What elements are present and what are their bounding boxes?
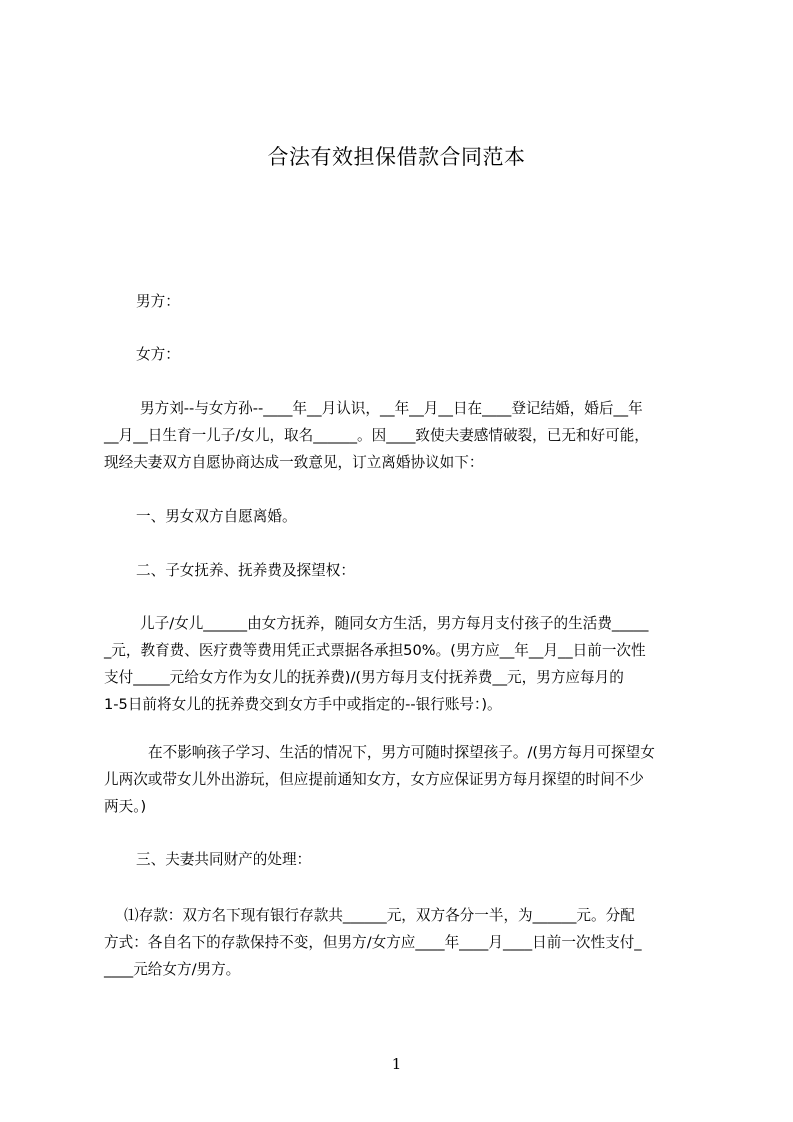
visitation-line: 在不影响孩子学习、生活的情况下，男方可随时探望孩子。/(男方每月可探望女 [148, 744, 655, 761]
section-two-text: 二、子女抚养、抚养费及探望权： [136, 562, 355, 579]
section-one-text: 一、男女双方自愿离婚。 [136, 508, 297, 525]
section-three-text: 三、夫妻共同财产的处理： [136, 851, 312, 868]
document-title: 合法有效担保借款合同范本 [267, 145, 526, 169]
visitation-line: 儿两次或带女儿外出游玩，但应提前通知女方，女方应保证男方每月探望的时间不少 [104, 771, 644, 788]
child-support-paragraph [104, 610, 704, 718]
child-support-line: 1-5日前将女儿的抚养费交到女方手中或指定的--银行账号：)。 [104, 696, 502, 713]
female-party-label [104, 341, 704, 368]
intro-line: __月__日生育一儿子/女儿，取名______。因____致使夫妻感情破裂，已无和好可能， [104, 427, 649, 444]
visitation-paragraph [104, 739, 704, 820]
intro-line: 男方刘--与女方孙--____年__月认识，__年__月__日在____登记结婚，婚后__年 [140, 400, 643, 417]
child-support-line: _元，教育费、医疗费等费用凭正式票据各承担50%。(男方应__年__月__日前一次性 [104, 642, 646, 659]
child-support-line: 儿子/女儿______由女方抚养，随同女方生活，男方每月支付孩子的生活费_____ [140, 615, 649, 632]
male-party-text: 男方： [136, 293, 180, 310]
intro-paragraph [104, 395, 704, 476]
male-party-label [104, 288, 704, 315]
section-three-heading [104, 846, 704, 873]
visitation-line: 两天。) [104, 798, 147, 815]
deposit-line: ____元给女方/男方。 [104, 961, 241, 978]
page-number: 1 [391, 1055, 402, 1073]
child-support-line: 支付_____元给女方作为女儿的抚养费)/(男方每月支付抚养费__元，男方应每月的 [104, 669, 624, 686]
section-one-heading [104, 503, 704, 530]
section-two-heading [104, 557, 704, 584]
deposit-line: 方式：各自名下的存款保持不变，但男方/女方应____年____月____日前一次性支付_ [104, 934, 642, 951]
deposit-line: ⑴存款：双方名下现有银行存款共______元，双方各分一半，为______元。分配 [124, 907, 635, 924]
female-party-text: 女方： [136, 346, 180, 363]
intro-line: 现经夫妻双方自愿协商达成一致意见，订立离婚协议如下： [104, 454, 484, 471]
deposit-paragraph [104, 902, 704, 983]
